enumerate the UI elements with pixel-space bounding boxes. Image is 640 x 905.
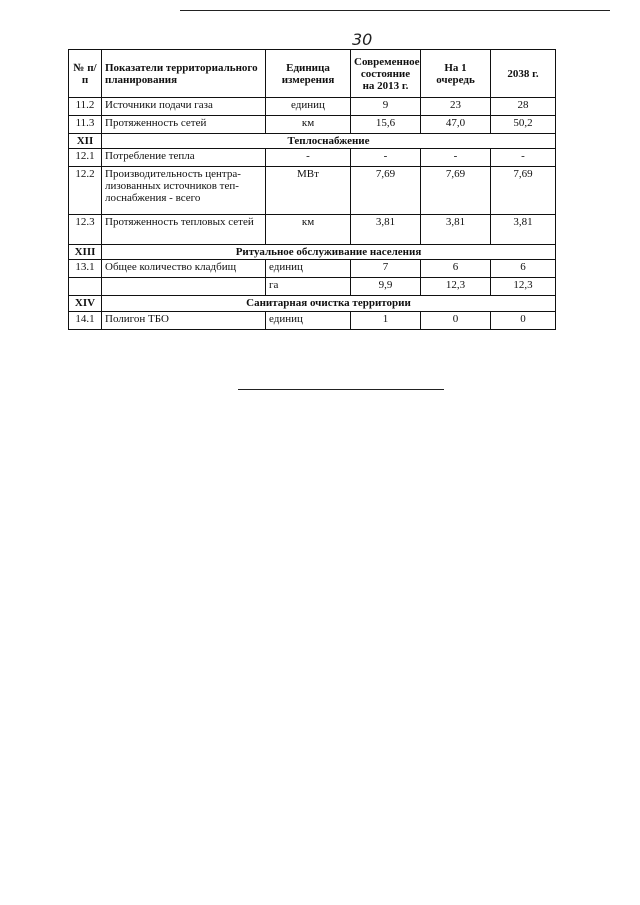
row-num: 13.1 (69, 260, 102, 278)
row-stage1: 3,81 (421, 215, 491, 245)
row-indicator: Общее количество кладбищ (102, 260, 266, 278)
row-unit: км (266, 116, 351, 134)
header-num: № п/п (69, 50, 102, 98)
table-row (69, 167, 556, 215)
section-row (69, 134, 556, 149)
row-2038: 7,69 (491, 167, 556, 215)
row-current: 7,69 (351, 167, 421, 215)
table-row (69, 149, 556, 167)
header-current: Современное состояние на 2013 г. (351, 50, 421, 98)
table-body (69, 98, 556, 330)
row-num (69, 278, 102, 296)
row-2038: 50,2 (491, 116, 556, 134)
row-stage1: 6 (421, 260, 491, 278)
table-row (69, 278, 556, 296)
row-stage1: 0 (421, 312, 491, 330)
row-num: 12.2 (69, 167, 102, 215)
table-header-row (69, 50, 556, 98)
header-2038: 2038 г. (491, 50, 556, 98)
section-title: Санитарная очистка территории (102, 296, 556, 312)
row-indicator: Полигон ТБО (102, 312, 266, 330)
row-stage1: - (421, 149, 491, 167)
row-stage1: 47,0 (421, 116, 491, 134)
page-number: 30 (352, 30, 373, 49)
row-unit: МВт (266, 167, 351, 215)
row-2038: 12,3 (491, 278, 556, 296)
header-stage1: На 1 очередь (421, 50, 491, 98)
table-row (69, 98, 556, 116)
section-row (69, 245, 556, 260)
row-num: 11.2 (69, 98, 102, 116)
row-unit: единиц (266, 260, 351, 278)
header-unit: Единица измерения (266, 50, 351, 98)
row-2038: 28 (491, 98, 556, 116)
row-current: - (351, 149, 421, 167)
row-current: 15,6 (351, 116, 421, 134)
row-unit: единиц (266, 312, 351, 330)
row-indicator (102, 278, 266, 296)
row-indicator: Протяженность сетей (102, 116, 266, 134)
row-stage1: 12,3 (421, 278, 491, 296)
indicators-table (68, 49, 556, 330)
row-num: 12.1 (69, 149, 102, 167)
row-current: 9,9 (351, 278, 421, 296)
row-current: 9 (351, 98, 421, 116)
section-title: Ритуальное обслуживание населения (102, 245, 556, 260)
row-current: 1 (351, 312, 421, 330)
row-2038: 0 (491, 312, 556, 330)
section-num: XIII (69, 245, 102, 260)
row-unit: км (266, 215, 351, 245)
row-num: 12.3 (69, 215, 102, 245)
table-row (69, 260, 556, 278)
row-num: 11.3 (69, 116, 102, 134)
row-stage1: 7,69 (421, 167, 491, 215)
row-stage1: 23 (421, 98, 491, 116)
row-current: 3,81 (351, 215, 421, 245)
table-row (69, 312, 556, 330)
row-indicator: Потребление тепла (102, 149, 266, 167)
row-2038: 6 (491, 260, 556, 278)
table-row (69, 215, 556, 245)
row-2038: - (491, 149, 556, 167)
bottom-rule (238, 389, 444, 390)
row-num: 14.1 (69, 312, 102, 330)
header-indicator: Показатели территориального планирования (102, 50, 266, 98)
row-unit: единиц (266, 98, 351, 116)
row-indicator: Источники подачи газа (102, 98, 266, 116)
section-num: XII (69, 134, 102, 149)
row-indicator: Производительность центра-лизованных источников теп-лоснабжения - всего (102, 167, 266, 215)
section-num: XIV (69, 296, 102, 312)
row-2038: 3,81 (491, 215, 556, 245)
section-title: Теплоснабжение (102, 134, 556, 149)
table-row (69, 116, 556, 134)
row-unit: га (266, 278, 351, 296)
row-unit: - (266, 149, 351, 167)
row-indicator: Протяженность тепловых сетей (102, 215, 266, 245)
row-current: 7 (351, 260, 421, 278)
section-row (69, 296, 556, 312)
top-rule (180, 10, 610, 11)
